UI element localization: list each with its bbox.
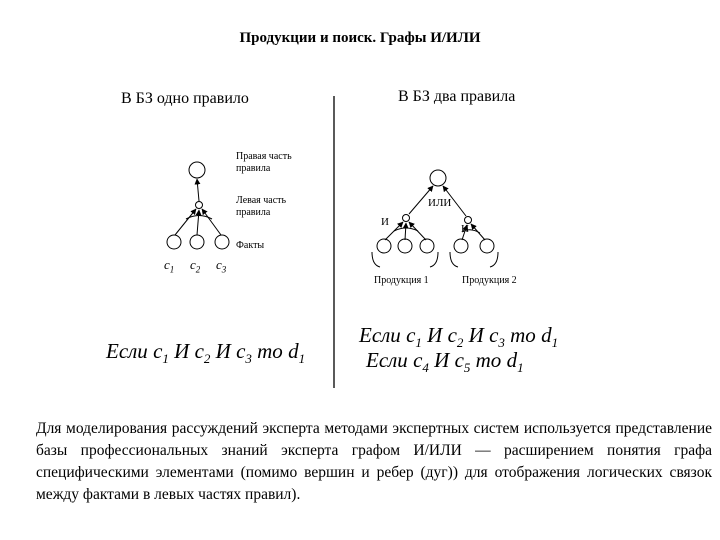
edge-or-right xyxy=(443,186,466,216)
and-node-label-left: И xyxy=(381,216,389,228)
fact-name-c1-base: c xyxy=(164,257,170,272)
right-part-label-line-1: Правая часть xyxy=(236,151,292,162)
and-node xyxy=(196,202,203,209)
production-1-brace-left xyxy=(372,252,380,267)
left-part-label-line-2: правила xyxy=(236,207,271,218)
or-node-label: ИЛИ xyxy=(428,197,452,209)
and-node-left xyxy=(403,215,410,222)
edge-and-to-goal xyxy=(197,179,199,201)
left-part-label-line-1: Левая часть xyxy=(236,195,287,206)
fact-node-c2 xyxy=(190,235,204,249)
formula-term: $c_2$ xyxy=(447,323,464,351)
fact-name-c2-sub: 2 xyxy=(195,264,201,275)
formula-term: $d_1$ xyxy=(288,339,306,367)
edge-p2-1 xyxy=(462,225,467,240)
edge-p1-2 xyxy=(405,223,406,240)
fact-name-c3-sub: 3 xyxy=(221,264,227,275)
formula-term: $c_3$ xyxy=(489,323,505,351)
edge-or-left xyxy=(409,186,433,214)
edge-c1 xyxy=(175,209,196,235)
formula-word: Если xyxy=(359,323,401,347)
fact-node-c1 xyxy=(167,235,181,249)
fact-name-c1-sub: 1 xyxy=(169,264,175,275)
formula-term: $c_3$ xyxy=(236,339,252,367)
fact-node-p2-1 xyxy=(454,239,468,253)
formula-word: И xyxy=(427,323,443,347)
formula-term: $c_5$ xyxy=(454,348,471,376)
production-2-brace-right xyxy=(490,252,498,267)
formula-term: $c_4$ xyxy=(413,348,429,376)
page-title: Продукции и поиск. Графы И/ИЛИ xyxy=(239,30,481,46)
formula-term: $d_1$ xyxy=(506,348,524,376)
right-tree xyxy=(372,170,498,267)
formula-term: $c_1$ xyxy=(153,339,169,367)
formula-word: И xyxy=(215,339,231,363)
formula-term: $c_2$ xyxy=(194,339,211,367)
production-2-label: Продукция 2 xyxy=(462,275,517,286)
formula-word: Если xyxy=(366,348,408,372)
and-node-label-right: И xyxy=(461,223,469,235)
right-panel-heading: В БЗ два правила xyxy=(398,88,516,105)
formula-word: И xyxy=(174,339,190,363)
fact-node-p2-2 xyxy=(480,239,494,253)
facts-label: Факты xyxy=(236,240,265,251)
formula-word: то xyxy=(475,348,502,372)
production-1-label: Продукция 1 xyxy=(374,275,429,286)
right-part-label-line-2: правила xyxy=(236,163,271,174)
left-tree xyxy=(167,162,229,249)
production-2-brace-left xyxy=(450,252,458,267)
formula-word: И xyxy=(468,323,484,347)
production-1-brace-right xyxy=(430,252,438,267)
fact-node-p1-2 xyxy=(398,239,412,253)
edge-c3 xyxy=(202,209,221,235)
formula-word: И xyxy=(434,348,450,372)
formula-word: то xyxy=(257,339,283,363)
fact-node-c3 xyxy=(215,235,229,249)
fact-name-c3-base: c xyxy=(216,257,222,272)
goal-node-right xyxy=(430,170,446,186)
formula-word: Если xyxy=(106,339,148,363)
formula-term: $c_1$ xyxy=(406,323,422,351)
and-node-right xyxy=(465,217,472,224)
fact-name-c2-base: c xyxy=(190,257,196,272)
formula-word: то xyxy=(510,323,536,347)
fact-node-p1-3 xyxy=(420,239,434,253)
goal-node xyxy=(189,162,205,178)
description-paragraph: Для моделирования рассуждений эксперта методами экспертных систем используется представление базы профессиональных знаний эксперта графом И/ИЛИ — расширением понятия графа специфическими элементами (помимо вершин и ребер (дуг)) для отображения логических связок между фактами в левых частях правил). xyxy=(36,420,712,503)
fact-node-p1-1 xyxy=(377,239,391,253)
left-panel-heading: В БЗ одно правило xyxy=(121,90,249,107)
edge-c2 xyxy=(197,210,199,235)
formula-term: $d_1$ xyxy=(541,323,559,351)
